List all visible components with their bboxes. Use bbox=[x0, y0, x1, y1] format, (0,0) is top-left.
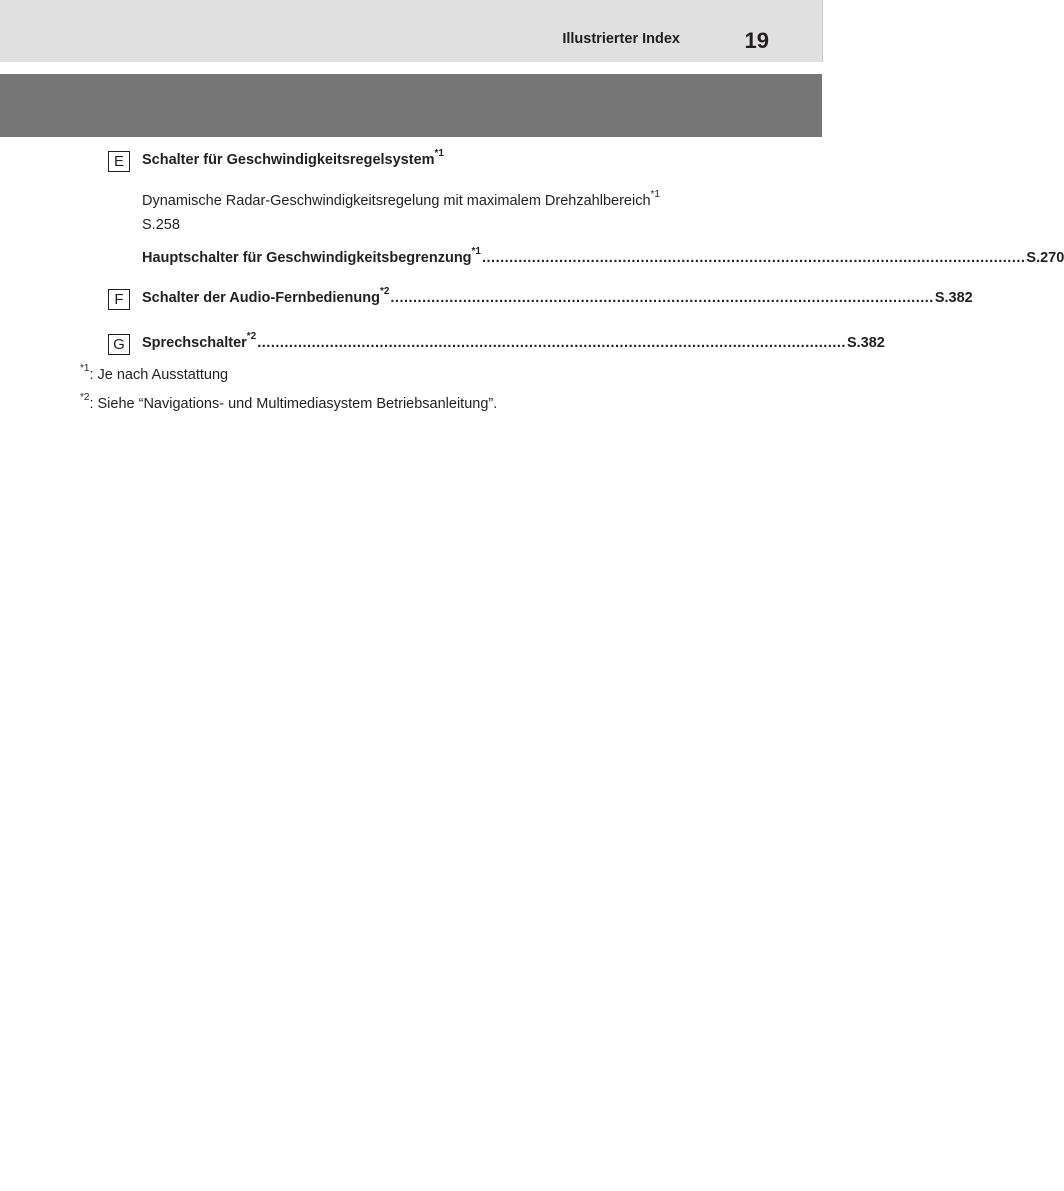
entry-g-row bbox=[142, 331, 885, 351]
page-number: 19 bbox=[744, 28, 769, 53]
footnote-2-mark: *2 bbox=[80, 392, 90, 404]
entry-f-page[interactable]: S.382 bbox=[934, 290, 973, 306]
entry-e-title bbox=[142, 148, 710, 168]
page-header bbox=[0, 0, 823, 62]
letter-box-f: F bbox=[108, 289, 130, 310]
footnote-1-mark: *1 bbox=[80, 363, 90, 375]
footnote-1 bbox=[80, 363, 229, 383]
footnote-1-text: : Je nach Ausstattung bbox=[89, 367, 229, 383]
letter-box-g: G bbox=[108, 334, 130, 355]
entry-e-sub-page[interactable]: S.270 bbox=[1026, 250, 1064, 266]
entry-f-sup: *2 bbox=[379, 286, 390, 298]
entry-e-sub-sup: *1 bbox=[471, 246, 481, 258]
header-band bbox=[0, 74, 822, 137]
footnote-2-text: : Siehe “Navigations- und Multimediasystem Betriebsanleitung”. bbox=[89, 396, 498, 412]
leader-dots: ........................................................................................................................ bbox=[390, 290, 934, 306]
entry-e-title-sup: *1 bbox=[434, 148, 444, 160]
entry-e-description-text: Dynamische Radar-Geschwindigkeitsregelung mit maximalem Drehzahlbereich bbox=[142, 193, 651, 209]
leader-dots: .................................................................................................................................. bbox=[257, 335, 846, 351]
entry-e-description-sup: *1 bbox=[650, 189, 660, 201]
entry-e-description-page[interactable]: S.258 bbox=[142, 217, 180, 233]
footnote-2 bbox=[80, 392, 498, 412]
letter-box-e: E bbox=[108, 151, 130, 172]
entry-f-row bbox=[142, 286, 973, 306]
entry-e-title-text: Schalter für Geschwindigkeitsregelsystem bbox=[142, 152, 435, 168]
entry-e-sub-row bbox=[142, 246, 1064, 266]
entry-g-sup: *2 bbox=[246, 331, 257, 343]
entry-f-label: Schalter der Audio-Fernbedienung bbox=[142, 290, 380, 306]
entry-e-description bbox=[142, 189, 722, 237]
entry-g-label: Sprechschalter bbox=[142, 335, 247, 351]
entry-e-sub-label: Hauptschalter für Geschwindigkeitsbegrenzung bbox=[142, 250, 472, 266]
leader-dots: ........................................................................................................................ bbox=[481, 250, 1026, 266]
section-title: Illustrierter Index bbox=[562, 31, 680, 47]
entry-g-page[interactable]: S.382 bbox=[846, 335, 885, 351]
